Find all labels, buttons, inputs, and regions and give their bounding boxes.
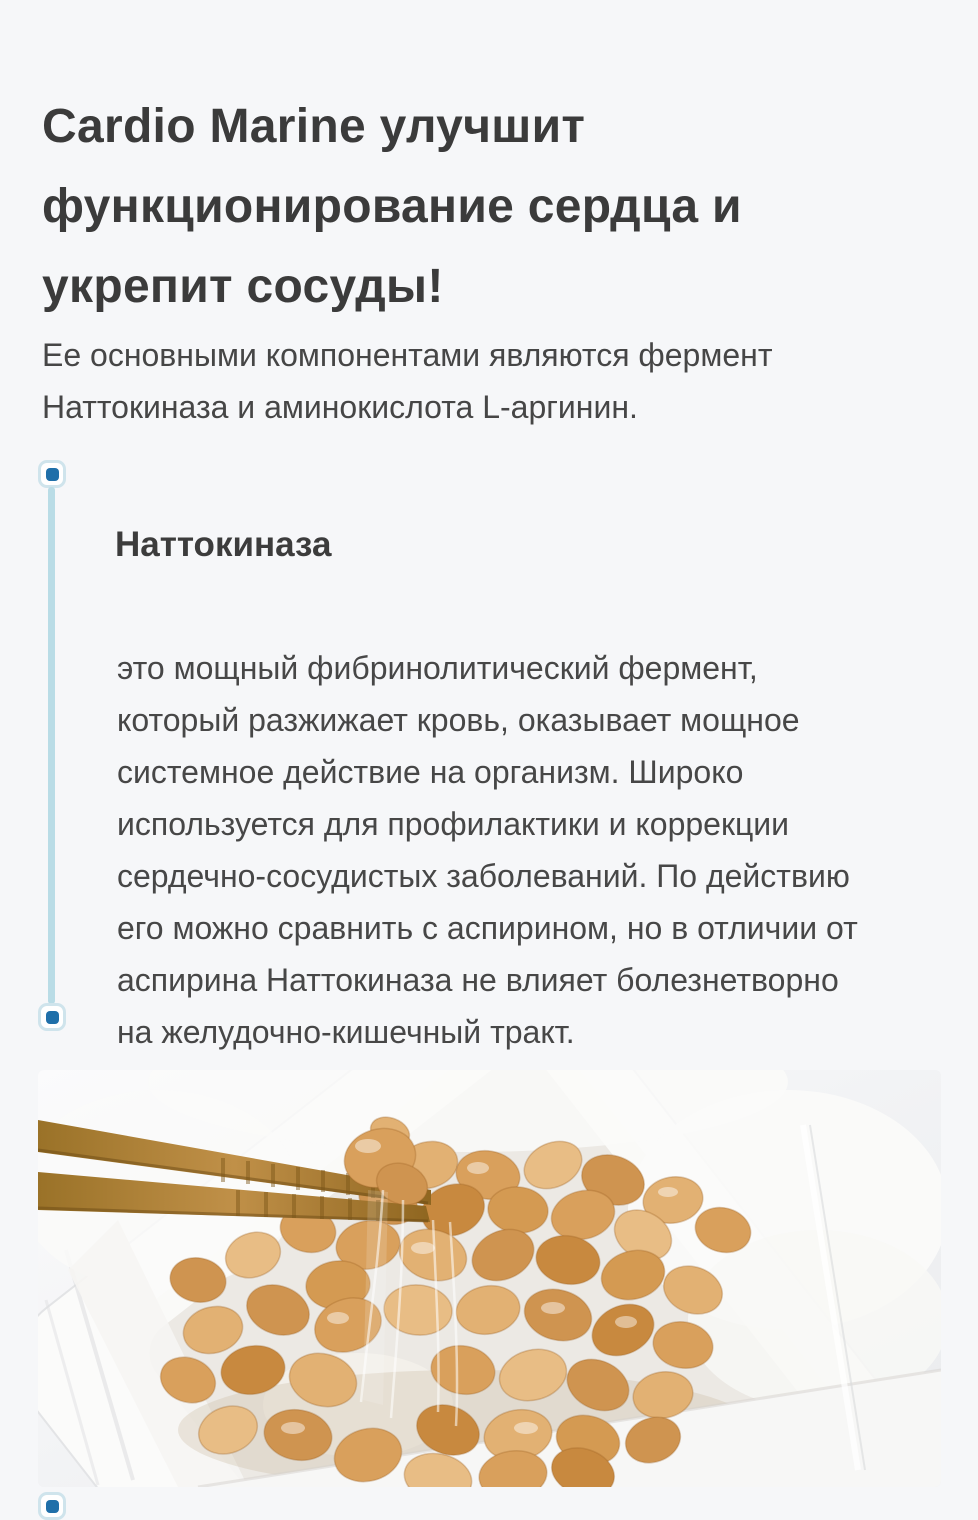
page-title-line: укрепит сосуды! — [42, 260, 444, 314]
section-body-line: системное действие на организм. Широко — [117, 754, 744, 790]
section-body-line: это мощный фибринолитический фермент, — [117, 650, 758, 686]
section-body-line: аспирина Наттокиназа не влияет болезнетворно — [117, 962, 839, 998]
page-subtitle — [42, 329, 922, 433]
timeline-dot-icon — [46, 1500, 59, 1513]
natto-photo — [38, 1070, 941, 1487]
page-title-line: функционирование сердца и — [42, 180, 742, 234]
natto-photo-illustration — [38, 1070, 941, 1487]
section-body-line: его можно сравнить с аспирином, но в отличии от — [117, 910, 858, 946]
page-subtitle-line: Ее основными компонентами являются фермент — [42, 337, 773, 373]
section-body-line: на желудочно-кишечный тракт. — [117, 1014, 575, 1050]
timeline-marker-next-cut — [38, 1492, 66, 1520]
section-body-line: сердечно-сосудистых заболеваний. По действию — [117, 858, 850, 894]
section-heading: Наттокиназа — [115, 525, 332, 565]
page-title-line: Cardio Marine улучшит — [42, 100, 586, 154]
section-body-line: который разжижает кровь, оказывает мощное — [117, 702, 800, 738]
section-body-line: используется для профилактики и коррекции — [117, 806, 790, 842]
page-title — [42, 87, 902, 327]
timeline-dot-icon — [46, 1011, 59, 1024]
page-subtitle-line: Наттокиназа и аминокислота L-аргинин. — [42, 389, 638, 425]
timeline-dot-icon — [46, 468, 59, 481]
timeline-marker-bottom — [38, 1003, 66, 1031]
timeline-line — [48, 487, 55, 1004]
timeline-marker-top — [38, 460, 66, 488]
section-body — [117, 642, 947, 1058]
